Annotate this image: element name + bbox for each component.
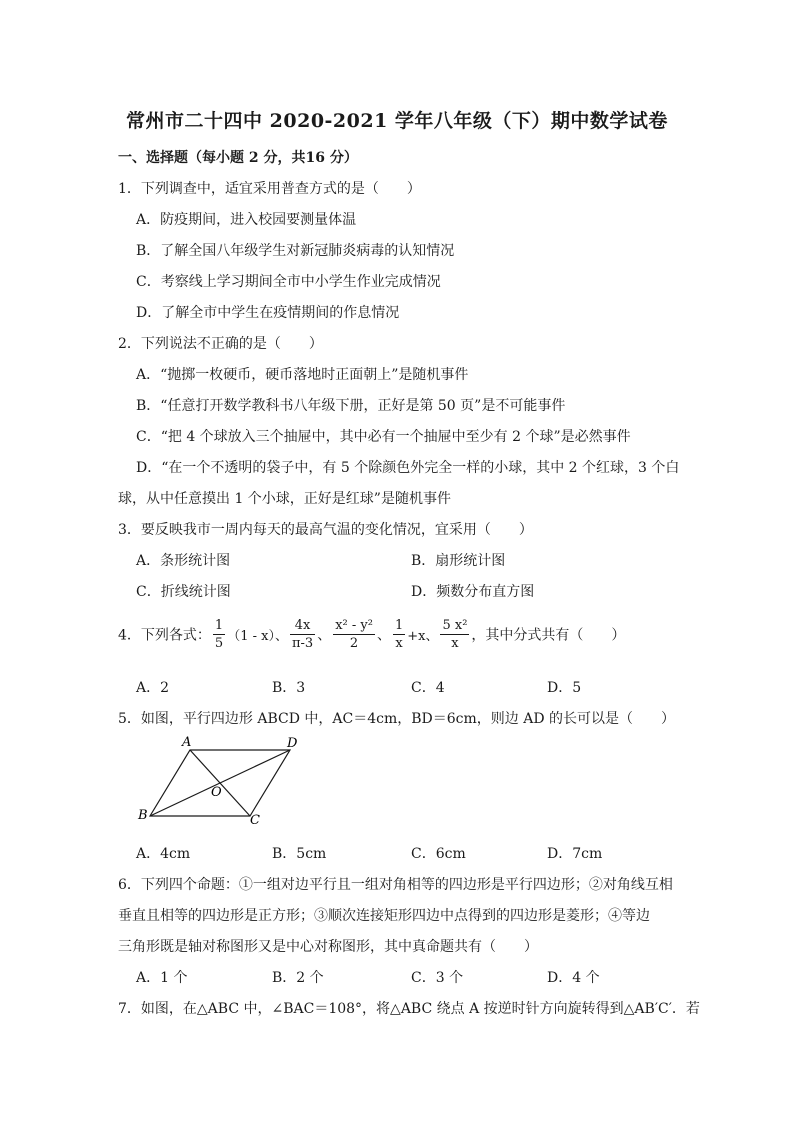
q5-option-c: C．6cm <box>411 846 466 862</box>
q4-f5-numerator: 5 x² <box>442 618 468 633</box>
q4-f1-denominator: 5 <box>214 636 224 651</box>
q2-option-c: C．“把 4 个球放入三个抽屉中，其中必有一个抽屉中至少有 2 个球”是必然事件 <box>136 429 631 445</box>
q1-option-b: B．了解全国八年级学生对新冠肺炎病毒的认知情况 <box>136 243 455 259</box>
q5-option-d: D．7cm <box>547 846 603 862</box>
q3-option-c: C．折线统计图 <box>136 584 231 600</box>
q2-option-d: D．“在一个不透明的袋子中，有 5 个除颜色外完全一样的小球，其中 2 个红球，3 个白 <box>136 460 680 476</box>
question-7-line-1: 7．如图，在△ABC 中，∠BAC＝108°，将△ABC 绕点 A 按逆时针方向旋转得到△AB′C′．若 <box>118 1001 700 1017</box>
question-1-stem: 1．下列调查中，适宜采用普查方式的是（ ） <box>118 181 421 197</box>
label-b: B <box>138 808 148 823</box>
section-heading: 一、选择题（每小题 2 分，共16 分） <box>118 150 358 166</box>
q3-option-b: B．扇形统计图 <box>411 553 506 569</box>
q2-option-b: B．“任意打开数学教科书八年级下册，正好是第 50 页”是不可能事件 <box>136 398 566 414</box>
q4-f3-denominator: 2 <box>349 636 359 651</box>
question-6-line-3: 三角形既是轴对称图形又是中心对称图形，其中真命题共有（ ） <box>118 939 538 955</box>
q2-option-d-continued: 球，从中任意摸出 1 个小球，正好是红球”是随机事件 <box>118 491 451 507</box>
q4-fraction-5 <box>440 617 469 652</box>
q4-option-a: A．2 <box>136 680 170 696</box>
q6-option-d: D．4 个 <box>547 970 600 986</box>
q4-fraction-4 <box>393 617 405 652</box>
q4-option-b: B．3 <box>272 680 306 696</box>
q6-option-a: A．1 个 <box>136 970 188 986</box>
q5-option-b: B．5cm <box>272 846 327 862</box>
question-3-stem: 3．要反映我市一周内每天的最高气温的变化情况，宜采用（ ） <box>118 522 533 538</box>
q4-f1-numerator: 1 <box>214 618 224 633</box>
q4-f3-numerator: x² - y² <box>335 618 373 633</box>
q1-option-d: D．了解全市中学生在疫情期间的作息情况 <box>136 305 400 321</box>
q4-fraction-3 <box>333 617 375 652</box>
q1-option-a: A．防疫期间，进入校园要测量体温 <box>136 212 357 228</box>
q4-f2-denominator: π-3 <box>291 636 314 651</box>
question-6-line-1: 6．下列四个命题：①一组对边平行且一组对角相等的四边形是平行四边形；②对角线互相 <box>118 877 673 893</box>
q4-f1-tail: （1 - x）、 <box>227 629 288 644</box>
question-4-stem: 4．下列各式： $\frac{1}{5}$ （1 - x）、 $\frac{4x}{\pi-3}$ 、 $\frac{\text{x² - y²}}{2}$ 、 $\frac{1}{x}$ +x、 $\frac{\text{5 x²}}{x}$ ，其中分式共有（ ） <box>118 618 626 651</box>
q3-option-d: D．频数分布直方图 <box>411 584 535 600</box>
question-5-stem: 5．如图，平行四边形 ABCD 中，AC＝4cm，BD＝6cm，则边 AD 的长可以是（ ） <box>118 711 676 727</box>
q4-option-c: C．4 <box>411 680 445 696</box>
q4-prefix: 4．下列各式： <box>118 627 211 644</box>
label-o: O <box>211 785 222 800</box>
q6-option-c: C．3 个 <box>411 970 464 986</box>
page-title: 常州市二十四中 2020-2021 学年八年级（下）期中数学试卷 <box>126 110 668 132</box>
q4-f4-numerator: 1 <box>394 618 404 633</box>
q4-separator: 、 <box>317 627 332 644</box>
parallelogram-figure <box>130 730 320 830</box>
q2-option-a: A．“抛掷一枚硬币，硬币落地时正面朝上”是随机事件 <box>136 367 469 383</box>
q6-option-b: B．2 个 <box>272 970 324 986</box>
q3-option-a: A．条形统计图 <box>136 553 231 569</box>
label-c: C <box>250 813 260 828</box>
q4-option-d: D．5 <box>547 680 582 696</box>
q4-f5-denominator: x <box>451 636 459 651</box>
question-2-stem: 2．下列说法不正确的是（ ） <box>118 336 323 352</box>
q4-f4-denominator: x <box>395 636 403 651</box>
q5-option-a: A．4cm <box>136 846 191 862</box>
diagonal-bd <box>150 750 290 816</box>
question-6-line-2: 垂直且相等的四边形是正方形；③顺次连接矩形四边中点得到的四边形是菱形；④等边 <box>118 908 650 924</box>
q4-suffix: ，其中分式共有（ ） <box>471 627 626 644</box>
label-d: D <box>287 736 298 751</box>
label-a: A <box>182 735 192 750</box>
q4-fraction-1 <box>213 617 225 652</box>
q1-option-c: C．考察线上学习期间全市中小学生作业完成情况 <box>136 274 441 290</box>
q4-fraction-2 <box>290 617 315 652</box>
q4-f4-tail: +x、 <box>407 629 439 644</box>
q4-f2-numerator: 4x <box>290 617 315 635</box>
